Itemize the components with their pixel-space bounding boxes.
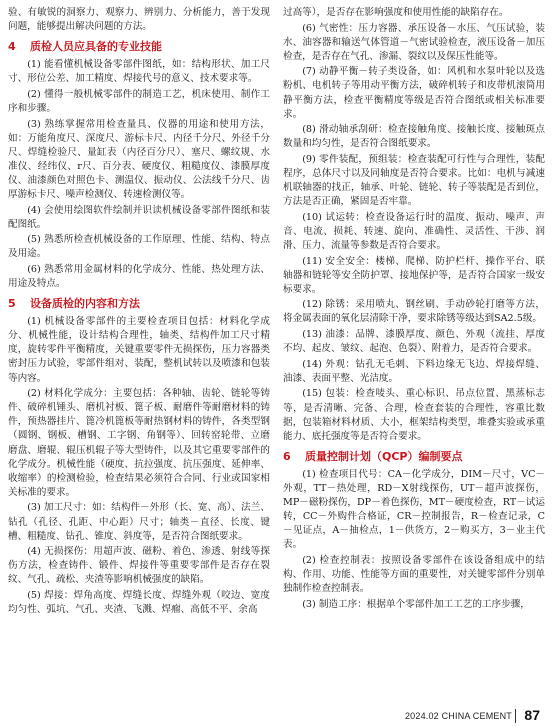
section-6-heading xyxy=(283,449,545,464)
right-column xyxy=(283,6,545,613)
continued-paragraph: 过高等），是否存在影响强度和使用性能的缺陷存在。 xyxy=(283,7,509,18)
paragraph: (3) 制造工序：根据单个零部件加工工艺的工序步骤， xyxy=(302,598,530,610)
paragraph: (2) 材料化学成分：主要包括：各种轴、齿轮、链轮等铸件、破碎机锤头、磨机衬板、篦子板、耐磨件等耐磨材料的铸件，预热器挂片、篦冷机篦板等耐热钢材料的铸件，各类型钢（圆钢、钢板、槽钢、工字钢、角钢等）、回转窑轮带、立磨磨盘、磨辊、辊压机辊子等大型铸件，以及其它重要零部件的化学成分。机械性能（硬度、抗拉强度、抗压强度、延伸率、收缩率）的检测检验，检查结果必须符合合同、行业或国家相关标准的要求。 xyxy=(8,388,270,498)
paragraph: (3) 熟练掌握常用检查量具、仪器的用途和使用方法，如：万能角度尺、深度尺、游标卡尺、内径千分尺、外径千分尺、焊缝检验尺、量缸表（内径百分尺）、塞尺、螺纹规、水准仪、经纬仪、r尺、百分表、硬度仪、粗糙度仪、漆膜厚度仪、油漆颜色对照色卡、测温仪、振动仪、公法线千分尺、齿厚游标卡尺、噪声检测仪、转速检测仪等。 xyxy=(8,118,270,201)
paragraph: (4) 无损探伤：用超声波、磁粉、着色、渗透、射线等探伤方法，检查铸件、锻件、焊接件等重要零部件是否存在裂纹、气孔、疏松、夹渣等影响机械强度的缺陷。 xyxy=(8,546,270,586)
section-4-number: 4 xyxy=(8,40,16,54)
footer-issue: 2024.02 xyxy=(404,711,439,721)
page-footer xyxy=(0,704,554,726)
paragraph: (4) 会使用绘图软件绘制并识读机械设备零部件图纸和装配图纸。 xyxy=(8,204,270,230)
section-5-heading xyxy=(8,296,270,311)
paragraph: (6) 熟悉常用金属材料的化学成分、性能、热处理方法、用途及特点。 xyxy=(8,264,270,290)
footer-journal-name: CHINA CEMENT xyxy=(441,711,512,721)
paragraph: (1) 能看懂机械设备零部件图纸，如：结构形状、加工尺寸、形位公差、加工精度、焊接代号的意义、技术要求等。 xyxy=(8,59,270,85)
section-4-title: 质检人员应具备的专业技能 xyxy=(30,40,162,54)
section-6-number: 6 xyxy=(283,449,291,463)
intro-paragraph: 验、有敏锐的洞察力、观察力、辨别力、分析能力，善于发现问题，能够提出解决问题的方法。 xyxy=(8,7,270,33)
paragraph: (10) 试运转：检查设备运行时的温度、振动、噪声、声音、电流、损耗、转速、旋向、准确性、灵活性、干涉、润滑、压力、流量等参数是否符合要求。 xyxy=(283,211,545,251)
section-6-title: 质量控制计划（QCP）编制要点 xyxy=(305,449,463,463)
paragraph: (5) 熟悉所检查机械设备的工作原理、性能、结构、特点及用途。 xyxy=(8,234,270,260)
paragraph: (11) 安全安全：楼梯、爬梯、防护栏杆、操作平台、联轴器和链轮等安全防护罩、接地保护等，是否符合国家一级安标要求。 xyxy=(283,255,545,295)
paragraph: (15) 包装：检查唛头、重心标识、吊点位置、黑蒸标志等，是否清晰、完备、合理，检查套装的合理性，容重比数据，包装箱材料材质、大小，框架结构类型，堆叠实验或承重能力、底托强度等是否符合要求。 xyxy=(283,388,545,442)
left-column xyxy=(8,6,270,619)
paragraph: (5) 焊接：焊角高度、焊缝长度、焊缝外观（咬边、宽度均匀性、弧坑、气孔、夹渣、飞溅、焊瘤、高低不平、余高 xyxy=(8,589,270,616)
section-5-title: 设备质检的内容和方法 xyxy=(30,297,140,311)
paragraph: (12) 除锈：采用喷丸、钢丝刷、手动砂轮打磨等方法，将金属表面的氧化层清除干净，要求除锈等级达到SA2.5级。 xyxy=(283,299,545,325)
paragraph: (9) 零件装配，预组装：检查装配可行性与合理性，装配程序，总体尺寸以及同轴度是否符合要求。比如：电机与减速机联轴器的找正，轴承、叶轮、链轮、转子等装配是否到位，方法是否正确，紧固是否牢靠。 xyxy=(283,153,545,208)
paragraph: (2) 懂得一般机械零部件的制造工艺，机床使用、制作工序和步骤。 xyxy=(8,88,270,114)
paragraph: (6) 气密性：压力容器、承压设备－水压、气压试验，装水、油容器和输送气体管道－气密试验检查，液压设备－加压检查，是否存在气孔、渗漏、裂纹以及保压性能等。 xyxy=(283,22,545,62)
section-5-number: 5 xyxy=(8,297,16,311)
page-number: 87 xyxy=(524,707,540,723)
paragraph: (7) 动静平衡－转子类设备，如：风机和水泵叶轮以及选粉机、电机转子等用动平衡方法，破碎机转子和皮带机滚筒用静平衡方法，检查平衡精度等级是否符合图纸或相关标准要求。 xyxy=(283,66,545,120)
paragraph: (8) 滑动轴承刮研：检查接触角度、接触长度、接触斑点数量和均匀性，是否符合图纸要求。 xyxy=(283,124,545,150)
paragraph: (1) 机械设备零部件的主要检查项目包括：材料化学成分、机械性能，设计结构合理性，轴类、结构件加工尺寸精度，旋转零件平衡精度，关键重要零件无损探伤，压力容器类密封压力试验，零部件组对、装配，整机试转以及喷漆和包装等内容。 xyxy=(8,316,270,384)
paragraph: (2) 检查控制表：按照设备零部件在该设备组成中的结构、作用、功能、性能等方面的重要性，对关键零部件分别单独制作检查控制表。 xyxy=(283,554,545,595)
paragraph: (3) 加工尺寸：如：结构件－外形（长、宽、高）、法兰、钻孔（孔径、孔距、中心距）尺寸；轴类－直径、长度、键槽、粗糙度、钻孔、锥度、斜度等，是否符合图纸要求。 xyxy=(8,502,270,542)
footer-journal-info xyxy=(405,711,512,721)
paragraph: (13) 油漆：品牌、漆膜厚度、颜色、外观（流挂、厚度不均、起皮、皱纹、起泡、色裂）、附着力，是否符合要求。 xyxy=(283,329,545,355)
paragraph: (1) 检查项目代号：CA－化学成分，DIM－尺寸，VC－外观，TT－热处理，RD－X射线探伤，UT－超声波探伤，MP－磁粉探伤，DP－着色探伤，MT－硬度检查，RT－试运转，CC－外购件合格证，CR－控制报告，R－检查记录，C－见证点，A－抽检点，1－供货方，2－购买方，3－业主代表。 xyxy=(283,468,545,551)
paragraph: (14) 外观：钻孔无毛刺、下料边缘无飞边、焊接焊缝、油漆、表面平整、光洁度。 xyxy=(283,358,545,384)
footer-divider xyxy=(515,709,516,723)
section-4-heading xyxy=(8,39,270,54)
